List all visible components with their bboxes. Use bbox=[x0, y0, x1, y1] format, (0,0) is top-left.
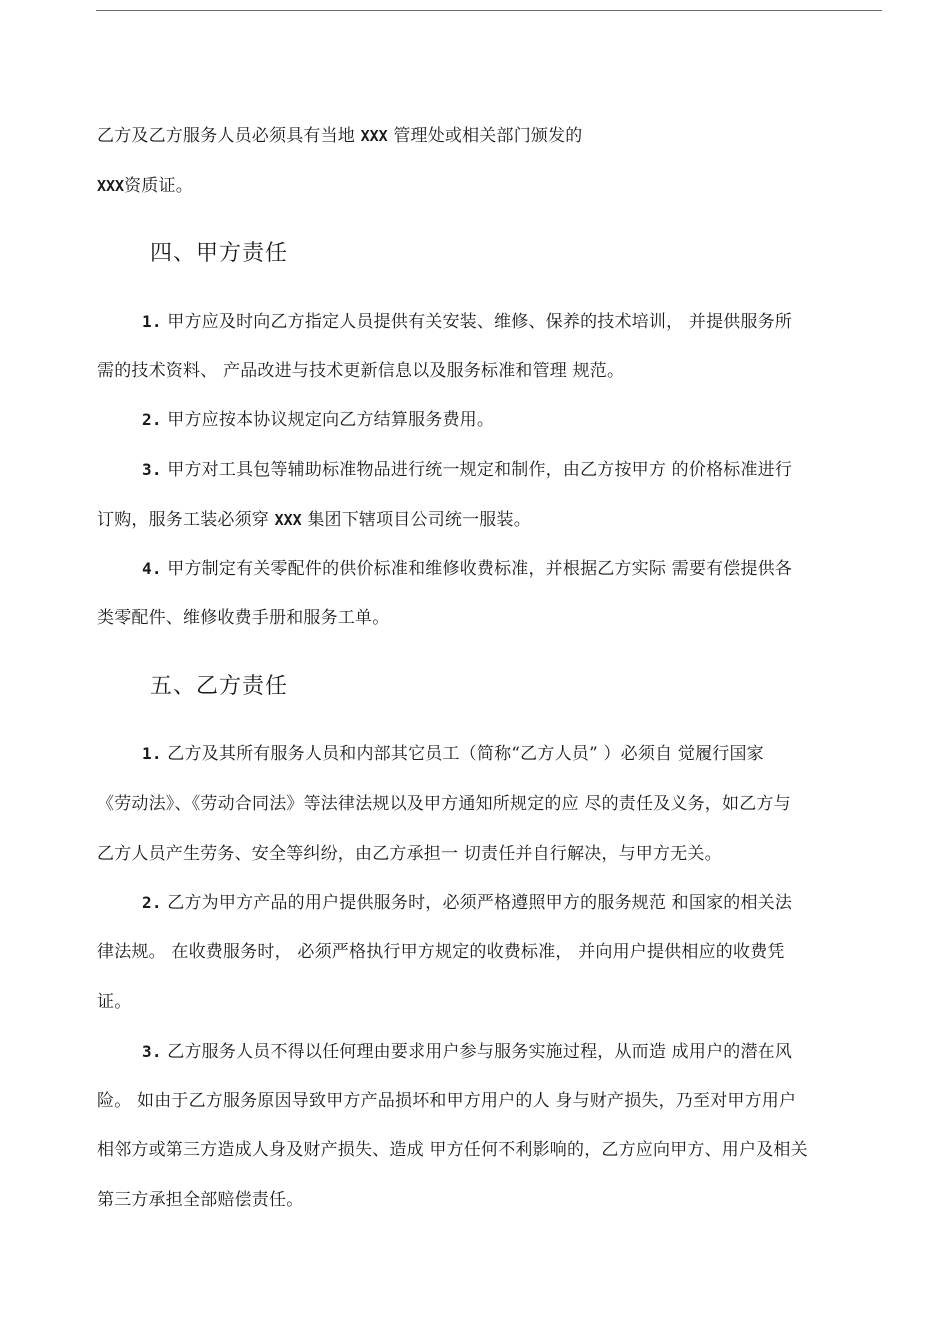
section-4-item-4-line-1: 4. 甲方制定有关零配件的供价标准和维修收费标准，并根据乙方实际 需要有偿提供各 bbox=[142, 559, 793, 579]
section-4-heading: 四、甲方责任 bbox=[150, 241, 289, 266]
section-4-item-3-line-1: 3. 甲方对工具包等辅助标准物品进行统一规定和制作，由乙方按甲方 的价格标准进行 bbox=[142, 460, 793, 480]
section-5-item-1-line-1: 1. 乙方及其所有服务人员和内部其它员工（简称“乙方人员” ）必须自 觉履行国家 bbox=[142, 744, 764, 764]
section-5-item-3-line-2: 险。 如由于乙方服务原因导致甲方产品损坏和甲方用户的人 身与财产损失，乃至对甲方用户 bbox=[97, 1091, 797, 1111]
section-5-item-1-line-3: 乙方人员产生劳务、安全等纠纷，由乙方承担一 切责任并自行解决，与甲方无关。 bbox=[97, 844, 722, 864]
section-4-item-1-line-2: 需的技术资料、 产品改进与技术更新信息以及服务标准和管理 规范。 bbox=[97, 361, 625, 381]
section-4-item-2-line-1: 2. 甲方应按本协议规定向乙方结算服务费用。 bbox=[142, 410, 495, 430]
section-5-item-3-line-1: 3. 乙方服务人员不得以任何理由要求用户参与服务实施过程，从而造 成用户的潜在风 bbox=[142, 1042, 793, 1062]
section-5-item-3-line-3: 相邻方或第三方造成人身及财产损失、造成 甲方任何不利影响的，乙方应向甲方、用户及相关 bbox=[97, 1140, 808, 1160]
header-rule bbox=[96, 10, 882, 11]
section-5-item-2-line-3: 证。 bbox=[97, 992, 132, 1012]
section-4-item-3-line-2: 订购，服务工装必须穿 XXX 集团下辖项目公司统一服装。 bbox=[97, 510, 531, 530]
section-4-item-1-line-1: 1. 甲方应及时向乙方指定人员提供有关安装、维修、保养的技术培训， 并提供服务所 bbox=[142, 312, 793, 332]
qualification-line-2: XXX资质证。 bbox=[97, 176, 193, 196]
qualification-line-1: 乙方及乙方服务人员必须具有当地 XXX 管理处或相关部门颁发的 bbox=[97, 126, 583, 146]
section-5-item-2-line-1: 2. 乙方为甲方产品的用户提供服务时，必须严格遵照甲方的服务规范 和国家的相关法 bbox=[142, 893, 793, 913]
section-4-item-4-line-2: 类零配件、维修收费手册和服务工单。 bbox=[97, 608, 390, 628]
section-5-item-2-line-2: 律法规。 在收费服务时， 必须严格执行甲方规定的收费标准， 并向用户提供相应的收费凭 bbox=[97, 942, 785, 962]
section-5-item-3-line-4: 第三方承担全部赔偿责任。 bbox=[97, 1190, 304, 1210]
section-5-item-1-line-2: 《劳动法》、《劳动合同法》等法律法规以及甲方通知所规定的应 尽的责任及义务，如乙方与 bbox=[97, 794, 791, 814]
section-5-heading: 五、乙方责任 bbox=[150, 674, 289, 699]
